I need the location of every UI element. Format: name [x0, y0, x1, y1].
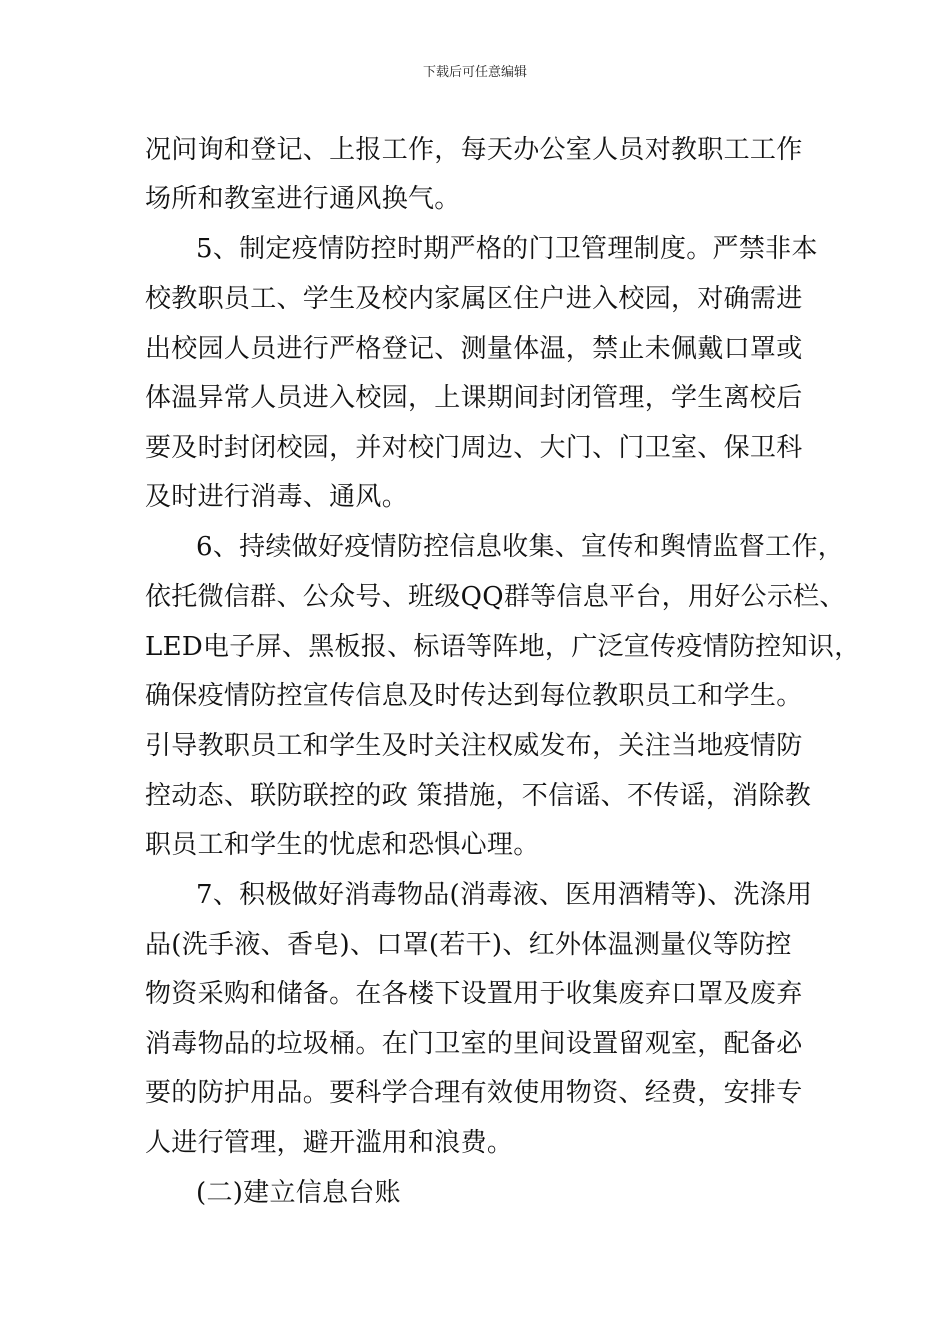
text-line: 品(洗手液、香皂)、口罩(若干)、红外体温测量仪等防控 [145, 930, 792, 960]
text-line: 体温异常人员进入校园，上课期间封闭管理，学生离校后 [145, 383, 803, 413]
paragraph-6-start: 6、持续做好疫情防控信息收集、宣传和舆情监督工作， [196, 532, 845, 562]
text-line: 控动态、联防联控的政 策措施，不信谣、不传谣，消除教 [145, 781, 812, 811]
paragraph-7-start: 7、积极做好消毒物品(消毒液、医用酒精等)、洗涤用 [196, 880, 813, 910]
section-heading: (二)建立信息台账 [196, 1178, 401, 1208]
text-line: 要及时封闭校园，并对校门周边、大门、门卫室、保卫科 [145, 433, 803, 463]
text-line: 及时进行消毒、通风。 [145, 482, 409, 512]
text-line: 校教职员工、学生及校内家属区住户进入校园，对确需进 [145, 284, 803, 314]
text-line: 职员工和学生的忧虑和恐惧心理。 [145, 830, 540, 860]
paragraph-5-start: 5、制定疫情防控时期严格的门卫管理制度。严禁非本 [196, 234, 818, 264]
text-line: 人进行管理，避开滥用和浪费。 [145, 1128, 514, 1158]
text-line: 物资采购和储备。在各楼下设置用于收集废弃口罩及废弃 [145, 979, 803, 1009]
page-header: 下载后可任意编辑 [422, 65, 527, 80]
text-line: 引导教职员工和学生及时关注权威发布，关注当地疫情防 [145, 731, 803, 761]
text-line: 依托微信群、公众号、班级QQ群等信息平台，用好公示栏、 [145, 582, 846, 612]
text-line: 消毒物品的垃圾桶。在门卫室的里间设置留观室，配备必 [145, 1029, 803, 1059]
text-line: 况问询和登记、上报工作，每天办公室人员对教职工工作 [145, 135, 803, 165]
text-line: 要的防护用品。要科学合理有效使用物资、经费，安排专 [145, 1078, 803, 1108]
text-line: LED电子屏、黑板报、标语等阵地，广泛宣传疫情防控知识， [145, 632, 861, 662]
text-line: 出校园人员进行严格登记、测量体温，禁止未佩戴口罩或 [145, 334, 803, 364]
text-line: 确保疫情防控宣传信息及时传达到每位教职员工和学生。 [145, 681, 803, 711]
text-line: 场所和教室进行通风换气。 [145, 184, 461, 214]
